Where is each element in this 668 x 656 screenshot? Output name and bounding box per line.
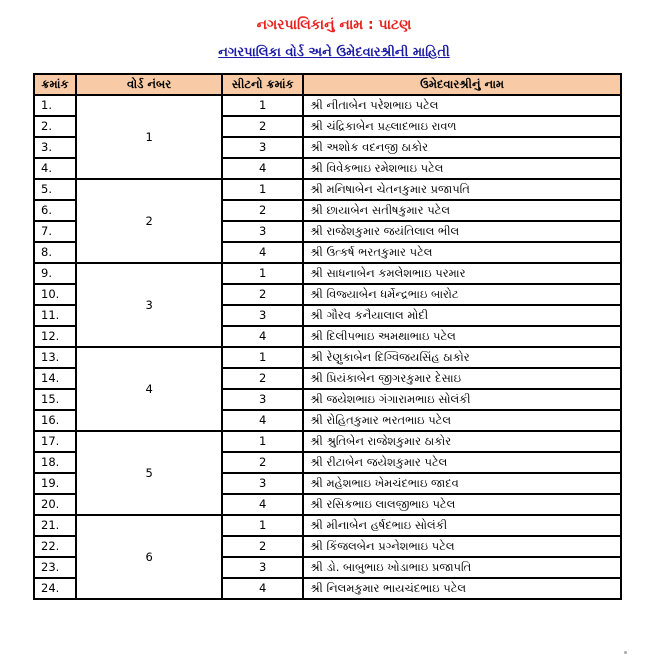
serial-cell: 22. — [34, 536, 76, 557]
serial-cell: 13. — [34, 347, 76, 368]
serial-cell: 18. — [34, 452, 76, 473]
serial-cell: 9. — [34, 263, 76, 284]
table-row — [34, 263, 621, 284]
candidate-name-cell: શ્રી ગૌરવ કનૈયાલાલ મોદી — [303, 305, 621, 326]
seat-cell: 2 — [222, 452, 303, 473]
serial-cell: 5. — [34, 179, 76, 200]
serial-cell: 1. — [34, 95, 76, 116]
seat-cell: 4 — [222, 578, 303, 599]
seat-cell: 4 — [222, 158, 303, 179]
table-row — [34, 515, 621, 536]
seat-cell: 4 — [222, 326, 303, 347]
candidate-name-cell: શ્રી પ્રિયંકાબેન જીગરકુમાર દેસાઇ — [303, 368, 621, 389]
seat-cell: 3 — [222, 305, 303, 326]
serial-cell: 20. — [34, 494, 76, 515]
serial-cell: 12. — [34, 326, 76, 347]
candidate-name-cell: શ્રી અશોક વદનજી ઠાકોર — [303, 137, 621, 158]
serial-cell: 6. — [34, 200, 76, 221]
seat-cell: 3 — [222, 137, 303, 158]
ward-cell: 2 — [76, 179, 222, 263]
serial-cell: 23. — [34, 557, 76, 578]
seat-cell: 2 — [222, 368, 303, 389]
candidate-name-cell: શ્રી મનિષાબેન ચેતનકુમાર પ્રજાપતિ — [303, 179, 621, 200]
candidate-name-cell: શ્રી ઉત્કર્ષ ભરતકુમાર પટેલ — [303, 242, 621, 263]
serial-cell: 7. — [34, 221, 76, 242]
seat-cell: 1 — [222, 431, 303, 452]
seat-cell: 2 — [222, 116, 303, 137]
candidate-name-cell: શ્રી રીટાબેન જયેશકુમાર પટેલ — [303, 452, 621, 473]
candidate-name-cell: શ્રી ચંદ્રિકાબેન પ્રહ્લાદભાઇ રાવળ — [303, 116, 621, 137]
candidate-name-cell: શ્રી નિલમકુમાર ભાયચંદભાઇ પટેલ — [303, 578, 621, 599]
serial-cell: 10. — [34, 284, 76, 305]
seat-cell: 3 — [222, 389, 303, 410]
serial-cell: 4. — [34, 158, 76, 179]
ward-cell: 3 — [76, 263, 222, 347]
serial-cell: 14. — [34, 368, 76, 389]
seat-cell: 4 — [222, 494, 303, 515]
candidate-name-cell: શ્રી છાયાબેન સતીષકુમાર પટેલ — [303, 200, 621, 221]
serial-cell: 2. — [34, 116, 76, 137]
table-row — [34, 179, 621, 200]
serial-cell: 11. — [34, 305, 76, 326]
seat-cell: 4 — [222, 242, 303, 263]
column-header-candidate-name: ઉમેદવારશ્રીનું નામ — [303, 74, 621, 95]
candidate-name-cell: શ્રી ડો. બાબુભાઇ ખોડાભાઇ પ્રજાપતિ — [303, 557, 621, 578]
seat-cell: 1 — [222, 179, 303, 200]
candidate-name-cell: શ્રી મહેશભાઇ ખેમચંદભાઇ જાદવ — [303, 473, 621, 494]
column-header-seat: સીટનો ક્રમાંક — [222, 74, 303, 95]
candidate-name-cell: શ્રી રાજેશકુમાર જયંતિલાલ ભીલ — [303, 221, 621, 242]
candidate-name-cell: શ્રી શ્રુતિબેન રાજેશકુમાર ઠાકોર — [303, 431, 621, 452]
ward-cell: 1 — [76, 95, 222, 179]
column-header-serial: ક્રમાંક — [34, 74, 76, 95]
seat-cell: 2 — [222, 536, 303, 557]
candidate-name-cell: શ્રી મીનાબેન હર્ષદભાઇ સોલંકી — [303, 515, 621, 536]
seat-cell: 3 — [222, 473, 303, 494]
table-row — [34, 95, 621, 116]
page-title: નગરપાલિકાનું નામ : પાટણ — [256, 17, 412, 33]
candidate-name-cell: શ્રી વિવેકભાઇ રમેશભાઇ પટેલ — [303, 158, 621, 179]
serial-cell: 15. — [34, 389, 76, 410]
ward-cell: 4 — [76, 347, 222, 431]
serial-cell: 19. — [34, 473, 76, 494]
serial-cell: 21. — [34, 515, 76, 536]
table-body — [34, 95, 621, 599]
serial-cell: 17. — [34, 431, 76, 452]
serial-cell: 16. — [34, 410, 76, 431]
page-mark — [624, 651, 627, 654]
seat-cell: 2 — [222, 200, 303, 221]
candidate-name-cell: શ્રી જયેશભાઇ ગંગારામભાઇ સોલંકી — [303, 389, 621, 410]
seat-cell: 1 — [222, 347, 303, 368]
seat-cell: 3 — [222, 221, 303, 242]
seat-cell: 3 — [222, 557, 303, 578]
candidate-name-cell: શ્રી રોહિતકુમાર ભરતભાઇ પટેલ — [303, 410, 621, 431]
candidate-name-cell: શ્રી સાધનાબેન કમલેશભાઇ પરમાર — [303, 263, 621, 284]
page-subtitle: નગરપાલિકા વોર્ડ અને ઉમેદવારશ્રીની માહિતી — [218, 45, 450, 60]
table-row — [34, 431, 621, 452]
serial-cell: 3. — [34, 137, 76, 158]
candidate-name-cell: શ્રી રસિકભાઇ લાલજીભાઇ પટેલ — [303, 494, 621, 515]
candidate-name-cell: શ્રી રેણુકાબેન દિગ્વિજયસિંહ ઠાકોર — [303, 347, 621, 368]
serial-cell: 24. — [34, 578, 76, 599]
candidate-name-cell: શ્રી દિલીપભાઇ અમથાભાઇ પટેલ — [303, 326, 621, 347]
candidate-name-cell: શ્રી કિંજલબેન પ્રગ્નેશભાઇ પટેલ — [303, 536, 621, 557]
seat-cell: 1 — [222, 515, 303, 536]
ward-cell: 6 — [76, 515, 222, 599]
table-header-row — [34, 74, 621, 95]
seat-cell: 1 — [222, 95, 303, 116]
serial-cell: 8. — [34, 242, 76, 263]
table-row — [34, 347, 621, 368]
seat-cell: 2 — [222, 284, 303, 305]
candidate-name-cell: શ્રી વિજ્યાબેન ધર્મેન્દ્રભાઇ બારોટ — [303, 284, 621, 305]
column-header-ward: વોર્ડ નંબર — [76, 74, 222, 95]
candidate-name-cell: શ્રી નીતાબેન પરેશભાઇ પટેલ — [303, 95, 621, 116]
candidates-table — [33, 73, 622, 600]
ward-cell: 5 — [76, 431, 222, 515]
seat-cell: 1 — [222, 263, 303, 284]
seat-cell: 4 — [222, 410, 303, 431]
